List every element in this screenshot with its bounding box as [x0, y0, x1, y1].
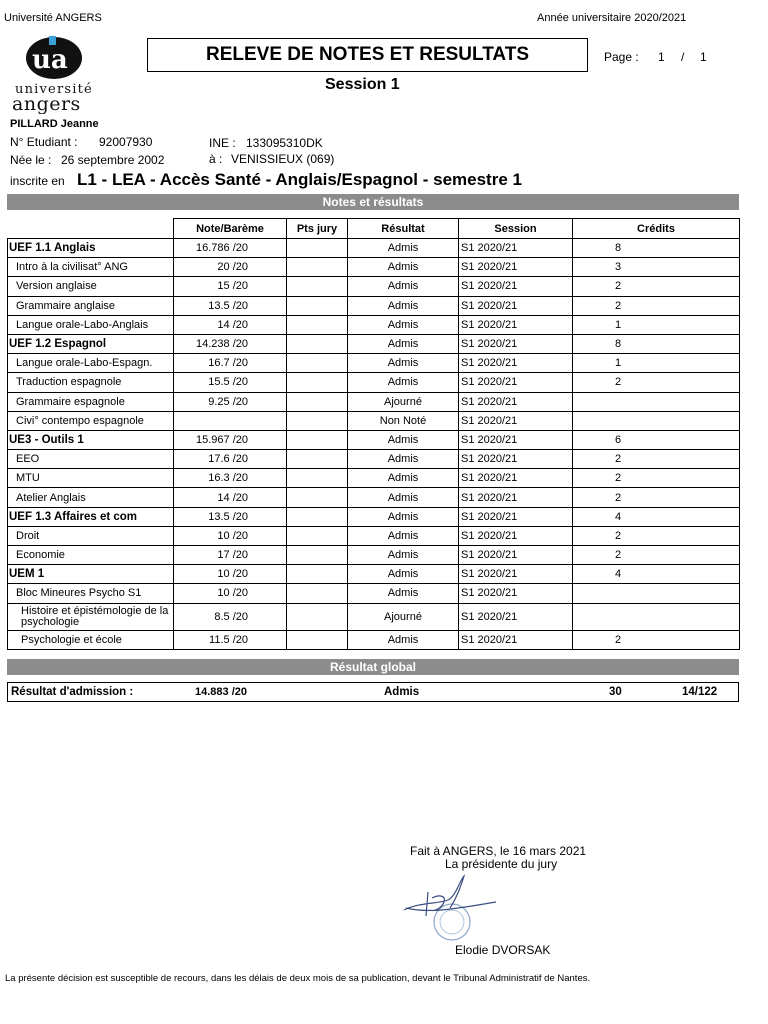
course-jury: [287, 239, 348, 258]
grades-table: [7, 218, 740, 650]
course-name: Langue orale-Labo-Anglais: [8, 315, 174, 334]
table-row: [8, 488, 740, 507]
table-row: [8, 258, 740, 277]
table-row: [8, 373, 740, 392]
course-credits: [573, 392, 740, 411]
course-credits: 4: [573, 507, 740, 526]
course-result: Admis: [348, 507, 459, 526]
table-row: [8, 603, 740, 630]
column-result: Résultat: [348, 219, 459, 239]
course-name: Psychologie et école: [8, 630, 174, 649]
course-credits: 1: [573, 315, 740, 334]
course-credits: 6: [573, 430, 740, 449]
course-result: Admis: [348, 565, 459, 584]
table-row: [8, 565, 740, 584]
course-result: Admis: [348, 315, 459, 334]
course-session: S1 2020/21: [459, 526, 573, 545]
course-jury: [287, 430, 348, 449]
course-jury: [287, 603, 348, 630]
table-row: [8, 584, 740, 603]
course-name: UE3 - Outils 1: [8, 430, 174, 449]
table-header-row: [8, 219, 740, 239]
course-session: S1 2020/21: [459, 507, 573, 526]
course-session: S1 2020/21: [459, 630, 573, 649]
course-result: Admis: [348, 450, 459, 469]
course-session: S1 2020/21: [459, 334, 573, 353]
logo-text-universite: université: [15, 82, 93, 97]
course-session: S1 2020/21: [459, 430, 573, 449]
course-credits: [573, 603, 740, 630]
course-jury: [287, 277, 348, 296]
session-title: Session 1: [325, 76, 400, 93]
program-name: L1 - LEA - Accès Santé - Anglais/Espagnol - semestre 1: [77, 170, 522, 189]
column-session: Session: [459, 219, 573, 239]
course-note: 15.5 /20: [174, 373, 287, 392]
signature-role: La présidente du jury: [445, 857, 558, 871]
course-jury: [287, 354, 348, 373]
course-result: Admis: [348, 526, 459, 545]
course-jury: [287, 584, 348, 603]
academic-year: Année universitaire 2020/2021: [537, 12, 687, 24]
table-row: [8, 277, 740, 296]
course-session: S1 2020/21: [459, 488, 573, 507]
course-result: Admis: [348, 296, 459, 315]
student-name: PILLARD Jeanne: [10, 118, 99, 130]
course-session: S1 2020/21: [459, 411, 573, 430]
course-result: Admis: [348, 354, 459, 373]
signature-stamp: [400, 872, 500, 944]
page-separator: /: [681, 50, 685, 64]
course-result: Admis: [348, 488, 459, 507]
course-name: Economie: [8, 546, 174, 565]
course-credits: 2: [573, 488, 740, 507]
course-note: [174, 411, 287, 430]
course-session: S1 2020/21: [459, 373, 573, 392]
course-jury: [287, 565, 348, 584]
course-name: Atelier Anglais: [8, 488, 174, 507]
course-note: 10 /20: [174, 526, 287, 545]
university-logo: [12, 36, 96, 114]
course-result: Admis: [348, 430, 459, 449]
course-note: 14 /20: [174, 488, 287, 507]
course-session: S1 2020/21: [459, 469, 573, 488]
course-note: 15 /20: [174, 277, 287, 296]
course-name: EEO: [8, 450, 174, 469]
course-note: 13.5 /20: [174, 507, 287, 526]
table-row: [8, 469, 740, 488]
course-session: S1 2020/21: [459, 354, 573, 373]
course-name: UEF 1.1 Anglais: [8, 239, 174, 258]
course-result: Admis: [348, 546, 459, 565]
course-name: UEM 1: [8, 565, 174, 584]
course-result: Admis: [348, 373, 459, 392]
course-result: Non Noté: [348, 411, 459, 430]
course-credits: 8: [573, 239, 740, 258]
course-name: Grammaire espagnole: [8, 392, 174, 411]
notes-section-bar: Notes et résultats: [7, 194, 739, 210]
course-session: S1 2020/21: [459, 584, 573, 603]
course-note: 14.238 /20: [174, 334, 287, 353]
course-jury: [287, 258, 348, 277]
course-session: S1 2020/21: [459, 277, 573, 296]
course-result: Ajourné: [348, 392, 459, 411]
table-row: [8, 334, 740, 353]
table-row: [8, 430, 740, 449]
course-name: Grammaire anglaise: [8, 296, 174, 315]
global-section-bar: Résultat global: [7, 659, 739, 675]
course-note: 16.3 /20: [174, 469, 287, 488]
course-session: S1 2020/21: [459, 239, 573, 258]
course-credits: 2: [573, 373, 740, 392]
logo-text-angers: angers: [12, 93, 81, 114]
course-jury: [287, 315, 348, 334]
course-result: Admis: [348, 334, 459, 353]
course-jury: [287, 507, 348, 526]
page-total: 1: [700, 50, 707, 64]
admission-result: Admis: [384, 686, 420, 698]
course-name: Traduction espagnole: [8, 373, 174, 392]
table-row: [8, 630, 740, 649]
column-note: Note/Barème: [174, 219, 287, 239]
course-jury: [287, 411, 348, 430]
table-row: [8, 507, 740, 526]
course-note: 16.786 /20: [174, 239, 287, 258]
page-current: 1: [658, 50, 665, 64]
table-row: [8, 239, 740, 258]
course-note: 9.25 /20: [174, 392, 287, 411]
course-credits: 3: [573, 258, 740, 277]
course-credits: 2: [573, 546, 740, 565]
course-note: 15.967 /20: [174, 430, 287, 449]
course-name: MTU: [8, 469, 174, 488]
course-note: 17 /20: [174, 546, 287, 565]
admission-label: Résultat d'admission :: [11, 686, 134, 698]
column-jury: Pts jury: [287, 219, 348, 239]
table-row: [8, 392, 740, 411]
course-jury: [287, 450, 348, 469]
course-credits: [573, 411, 740, 430]
document-title: RELEVE DE NOTES ET RESULTATS: [147, 38, 588, 72]
birth-place: VENISSIEUX (069): [231, 152, 335, 166]
course-name: UEF 1.3 Affaires et com: [8, 507, 174, 526]
course-credits: 8: [573, 334, 740, 353]
course-name: Histoire et épistémologie de la psychologie: [8, 603, 174, 630]
course-session: S1 2020/21: [459, 565, 573, 584]
ine-label: INE :: [209, 136, 236, 150]
course-name: Bloc Mineures Psycho S1: [8, 584, 174, 603]
course-session: S1 2020/21: [459, 392, 573, 411]
table-row: [8, 315, 740, 334]
course-note: 17.6 /20: [174, 450, 287, 469]
course-session: S1 2020/21: [459, 258, 573, 277]
table-row: [8, 450, 740, 469]
course-jury: [287, 296, 348, 315]
course-result: Admis: [348, 584, 459, 603]
course-note: 14 /20: [174, 315, 287, 334]
table-row: [8, 546, 740, 565]
header-blank: [8, 219, 174, 239]
signature-name: Elodie DVORSAK: [455, 943, 551, 957]
course-name: Intro à la civilisat° ANG: [8, 258, 174, 277]
course-jury: [287, 526, 348, 545]
student-no-label: N° Etudiant :: [10, 135, 78, 149]
course-session: S1 2020/21: [459, 315, 573, 334]
admission-credits: 30: [609, 686, 622, 698]
course-credits: 2: [573, 469, 740, 488]
legal-notice: La présente décision est susceptible de recours, dans les délais de deux mois de sa publication, devant le Tribunal Administratif de Nantes.: [5, 973, 591, 984]
course-result: Admis: [348, 630, 459, 649]
admission-rank: 14/122: [682, 686, 718, 698]
column-credits: Crédits: [573, 219, 740, 239]
course-credits: 4: [573, 565, 740, 584]
course-name: Langue orale-Labo-Espagn.: [8, 354, 174, 373]
course-name: UEF 1.2 Espagnol: [8, 334, 174, 353]
course-credits: 2: [573, 296, 740, 315]
course-credits: 2: [573, 277, 740, 296]
course-result: Admis: [348, 469, 459, 488]
course-name: Civi° contempo espagnole: [8, 411, 174, 430]
course-note: 13.5 /20: [174, 296, 287, 315]
university-name: Université ANGERS: [4, 12, 102, 24]
birth-label: Née le :: [10, 153, 52, 167]
course-note: 10 /20: [174, 565, 287, 584]
admission-note: 14.883 /20: [195, 686, 247, 698]
course-session: S1 2020/21: [459, 603, 573, 630]
course-credits: 2: [573, 526, 740, 545]
course-note: 20 /20: [174, 258, 287, 277]
table-row: [8, 354, 740, 373]
course-result: Ajourné: [348, 603, 459, 630]
course-credits: 2: [573, 450, 740, 469]
course-credits: [573, 584, 740, 603]
course-jury: [287, 469, 348, 488]
course-result: Admis: [348, 239, 459, 258]
course-note: 16.7 /20: [174, 354, 287, 373]
table-row: [8, 411, 740, 430]
course-name: Droit: [8, 526, 174, 545]
course-jury: [287, 546, 348, 565]
student-no: 92007930: [99, 135, 153, 149]
signature-place-date: Fait à ANGERS, le 16 mars 2021: [410, 844, 587, 858]
enrolled-label: inscrite en: [10, 174, 65, 188]
table-row: [8, 526, 740, 545]
svg-text:ua: ua: [32, 45, 68, 75]
admission-result-row: [7, 682, 739, 702]
course-session: S1 2020/21: [459, 450, 573, 469]
table-row: [8, 296, 740, 315]
page-label: Page :: [604, 50, 639, 64]
course-jury: [287, 630, 348, 649]
course-credits: 2: [573, 630, 740, 649]
ine-value: 133095310DK: [246, 136, 323, 150]
course-credits: 1: [573, 354, 740, 373]
course-session: S1 2020/21: [459, 546, 573, 565]
course-jury: [287, 373, 348, 392]
course-result: Admis: [348, 258, 459, 277]
course-note: 10 /20: [174, 584, 287, 603]
birth-date: 26 septembre 2002: [61, 153, 165, 167]
course-result: Admis: [348, 277, 459, 296]
course-jury: [287, 488, 348, 507]
course-session: S1 2020/21: [459, 296, 573, 315]
course-name: Version anglaise: [8, 277, 174, 296]
course-note: 8.5 /20: [174, 603, 287, 630]
course-note: 11.5 /20: [174, 630, 287, 649]
course-jury: [287, 334, 348, 353]
course-jury: [287, 392, 348, 411]
birth-place-label: à :: [209, 152, 223, 166]
